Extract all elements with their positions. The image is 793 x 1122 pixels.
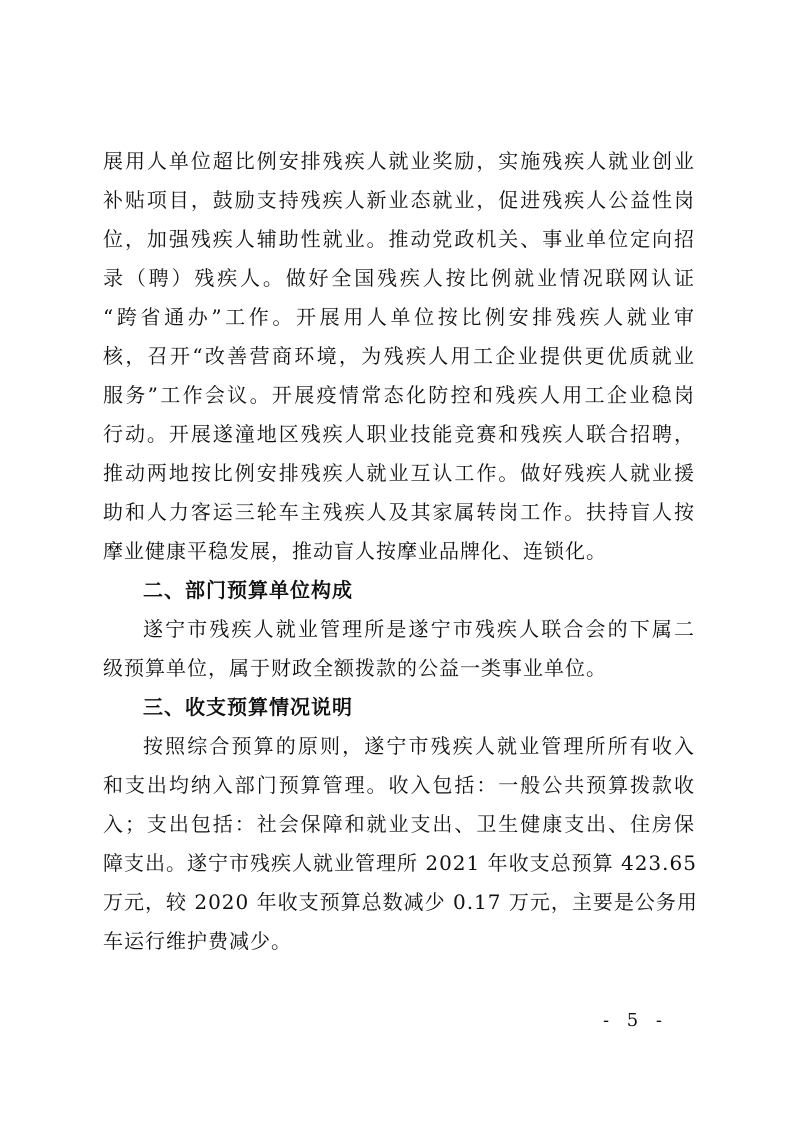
document-body <box>103 142 698 961</box>
text-line: 补贴项目，鼓励支持残疾人新业态就业，促进残疾人公益性岗 <box>103 188 695 212</box>
text-line: 按照综合预算的原则，遂宁市残疾人就业管理所所有收入 <box>143 734 695 758</box>
text-line: 助和人力客运三轮车主残疾人及其家属转岗工作。扶持盲人按 <box>103 500 695 524</box>
text-line: 录（聘）残疾人。做好全国残疾人按比例就业情况联网认证 <box>103 266 695 290</box>
text-line: 入；支出包括：社会保障和就业支出、卫生健康支出、住房保 <box>103 812 695 836</box>
text-line: 万元，较 2020 年收支预算总数减少 0.17 万元，主要是公务用 <box>103 890 698 914</box>
text-line: 和支出均纳入部门预算管理。收入包括：一般公共预算拨款收 <box>103 773 695 797</box>
text-line: 级预算单位，属于财政全额拨款的公益一类事业单位。 <box>103 656 607 680</box>
text-line: 服务”工作会议。开展疫情常态化防控和残疾人用工企业稳岗 <box>103 383 695 407</box>
text-line: 推动两地按比例安排残疾人就业互认工作。做好残疾人就业援 <box>103 461 695 485</box>
text-line: 位，加强残疾人辅助性就业。推动党政机关、事业单位定向招 <box>103 227 695 251</box>
page-number: - 5 - <box>602 1010 668 1031</box>
text-line: 摩业健康平稳发展，推动盲人按摩业品牌化、连锁化。 <box>103 539 607 563</box>
paragraph-1 <box>103 142 695 571</box>
text-line: “跨省通办”工作。开展用人单位按比例安排残疾人就业审 <box>103 305 695 329</box>
paragraph-2 <box>103 610 695 688</box>
text-line: 障支出。遂宁市残疾人就业管理所 2021 年收支总预算 423.65 <box>103 851 697 875</box>
text-line: 车运行维护费减少。 <box>103 929 292 953</box>
text-line: 遂宁市残疾人就业管理所是遂宁市残疾人联合会的下属二 <box>143 617 695 641</box>
section-heading-3: 三、收支预算情况说明 <box>143 695 353 719</box>
section-heading-2: 二、部门预算单位构成 <box>143 578 353 602</box>
text-line: 展用人单位超比例安排残疾人就业奖励，实施残疾人就业创业 <box>103 149 695 173</box>
paragraph-3 <box>103 727 698 961</box>
text-line: 行动。开展遂潼地区残疾人职业技能竞赛和残疾人联合招聘， <box>103 422 695 446</box>
text-line: 核，召开“改善营商环境，为残疾人用工企业提供更优质就业 <box>103 344 695 368</box>
